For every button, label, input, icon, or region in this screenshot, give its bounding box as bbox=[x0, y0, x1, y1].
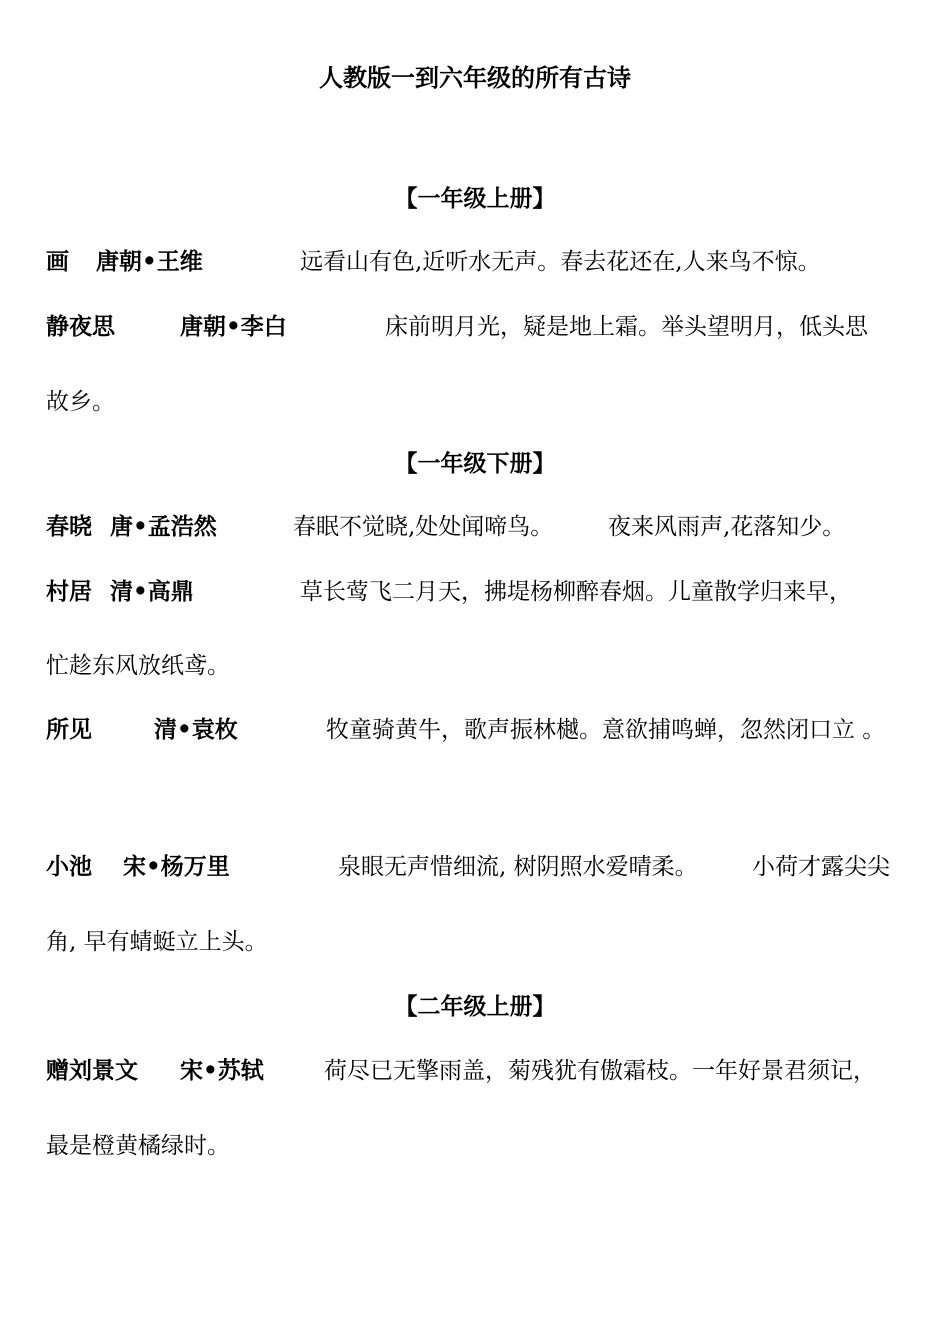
poem-text: 忙趁东风放纸鸢。 bbox=[46, 653, 230, 679]
poem-title: 小池 bbox=[46, 853, 92, 880]
poem-title: 春晓 bbox=[46, 513, 92, 540]
poem-author: 宋•杨万里 bbox=[123, 853, 230, 880]
poem-author: 唐朝•王维 bbox=[96, 248, 203, 275]
section-heading: 【一年级下册】 bbox=[394, 450, 556, 477]
poem-text: 夜来风雨声,花落知少。 bbox=[608, 514, 846, 540]
poem-title: 静夜思 bbox=[46, 313, 115, 340]
section-heading: 【一年级上册】 bbox=[394, 185, 556, 212]
poem-author: 唐朝•李白 bbox=[180, 313, 287, 340]
poem-text: 春眠不觉晓,处处闻啼鸟。 bbox=[293, 514, 554, 540]
poem-text: 故乡。 bbox=[46, 389, 115, 415]
poem-author: 清•袁枚 bbox=[154, 716, 238, 743]
poem-text: 最是橙黄橘绿时。 bbox=[46, 1133, 230, 1159]
poem-text: 泉眼无声惜细流, 树阴照水爱晴柔。 bbox=[338, 854, 698, 880]
poem-title: 赠刘景文 bbox=[46, 1057, 138, 1084]
section-heading: 【二年级上册】 bbox=[394, 993, 556, 1020]
poem-text: 牧童骑黄牛，歌声振林樾。意欲捕鸣蝉，忽然闭口立 。 bbox=[326, 717, 886, 743]
poem-author: 宋•苏轼 bbox=[180, 1057, 264, 1084]
poem-title: 所见 bbox=[46, 716, 92, 743]
poem-author: 唐•孟浩然 bbox=[110, 513, 217, 540]
poem-text: 角, 早有蜻蜓立上头。 bbox=[46, 929, 268, 955]
poem-text: 荷尽已无擎雨盖，菊残犹有傲霜枝。一年好景君须记， bbox=[324, 1058, 876, 1084]
poem-text: 床前明月光，疑是地上霜。举头望明月，低头思 bbox=[385, 314, 868, 340]
poem-title: 村居 bbox=[46, 578, 92, 605]
poem-title: 画 bbox=[46, 248, 69, 275]
poem-author: 清•高鼎 bbox=[110, 578, 194, 605]
poem-text: 草长莺飞二月天，拂堤杨柳醉春烟。儿童散学归来早， bbox=[300, 579, 852, 605]
poem-text: 远看山有色,近听水无声。春去花还在,人来鸟不惊。 bbox=[300, 249, 821, 275]
poem-text: 小荷才露尖尖 bbox=[752, 854, 890, 880]
document-title: 人教版一到六年级的所有古诗 bbox=[319, 63, 631, 92]
